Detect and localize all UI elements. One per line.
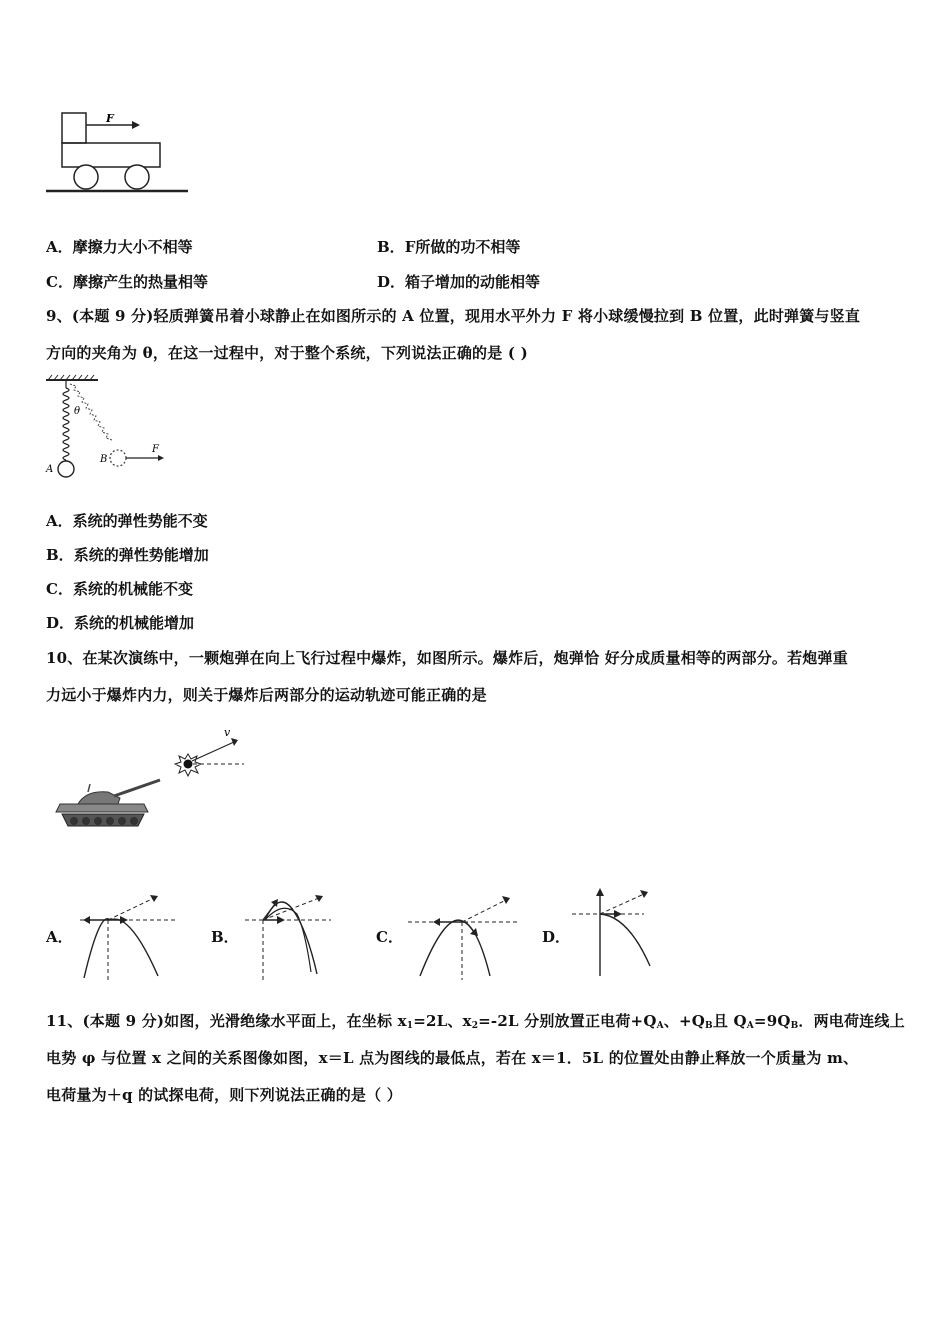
label-b: B xyxy=(100,454,108,465)
q10-choice-d-label: D． xyxy=(542,928,571,946)
q9-stem-line1: 9、(本题 9 分)轻质弹簧吊着小球静止在如图所示的 A 位置，现用水平外力 F 将小球缓慢拉到 B 位置，此时弹簧与竖直 xyxy=(46,307,861,325)
q9-option-d: D．系统的机械能增加 xyxy=(46,614,195,632)
q11-stem-line3: 电荷量为＋q 的试探电荷，则下列说法正确的是（ ） xyxy=(46,1086,402,1104)
q10-choice-d-figure xyxy=(568,886,658,982)
spring-vertical xyxy=(63,388,69,460)
box xyxy=(62,113,86,143)
q10-choice-a-figure xyxy=(70,890,180,982)
q8-option-a: A．摩擦力大小不相等 xyxy=(46,238,193,256)
q9-stem-line2: 方向的夹角为 θ，在这一过程中，对于整个系统，下列说法正确的是 ( ) xyxy=(46,344,528,362)
label-a: A xyxy=(46,464,54,475)
q9-option-b: B．系统的弹性势能增加 xyxy=(46,546,209,564)
q10-stem-line1: 10、在某次演练中，一颗炮弹在向上飞行过程中爆炸，如图所示。爆炸后，炮弹恰 好分成质量相等的两部分。若炮弹重 xyxy=(46,649,848,667)
q10-choice-c-figure xyxy=(402,890,522,982)
q10-choice-a-label: A． xyxy=(46,928,73,946)
q9-option-a: A．系统的弹性势能不变 xyxy=(46,512,208,530)
q10-choice-c-label: C． xyxy=(376,928,403,946)
q8-option-b: B．F所做的功不相等 xyxy=(377,238,521,256)
q9-spring-figure xyxy=(40,372,170,482)
theta-label: θ xyxy=(74,406,81,417)
ball-b xyxy=(110,450,126,466)
cart-body xyxy=(62,143,160,167)
q11-stem-line1: 11、(本题 9 分)如图，光滑绝缘水平面上，在坐标 $x_1=2L$、$x_2=-2L$ 分别放置正电荷$+Q_A$、$+Q_B$且 $Q_A=9Q_B$．两电荷连线上 xyxy=(46,1012,905,1031)
label-f: F xyxy=(152,444,159,455)
velocity-arrow xyxy=(192,742,234,761)
q10-stem-line2: 力远小于爆炸内力，则关于爆炸后两部分的运动轨迹可能正确的是 xyxy=(46,686,487,704)
force-label: F xyxy=(106,112,114,125)
q9-option-c: C．系统的机械能不变 xyxy=(46,580,193,598)
velocity-label: v xyxy=(224,726,231,739)
q8-option-c: C．摩擦产生的热量相等 xyxy=(46,273,208,291)
ball-a xyxy=(58,461,74,477)
q10-choice-b-figure xyxy=(235,890,345,982)
wheel-left xyxy=(74,165,98,189)
wheel-right xyxy=(125,165,149,189)
explosion-icon xyxy=(175,754,201,776)
q10-choice-b-label: B． xyxy=(211,928,239,946)
q8-option-d: D．箱子增加的动能相等 xyxy=(377,273,541,291)
tank-icon xyxy=(56,780,160,826)
q11-stem-line2: 电势 φ 与位置 x 之间的关系图像如图，x＝L 点为图线的最低点，若在 x＝1．5L 的位置处由静止释放一个质量为 m、 xyxy=(46,1049,859,1067)
q8-cart-figure xyxy=(40,105,200,200)
q10-tank-figure xyxy=(48,726,248,838)
